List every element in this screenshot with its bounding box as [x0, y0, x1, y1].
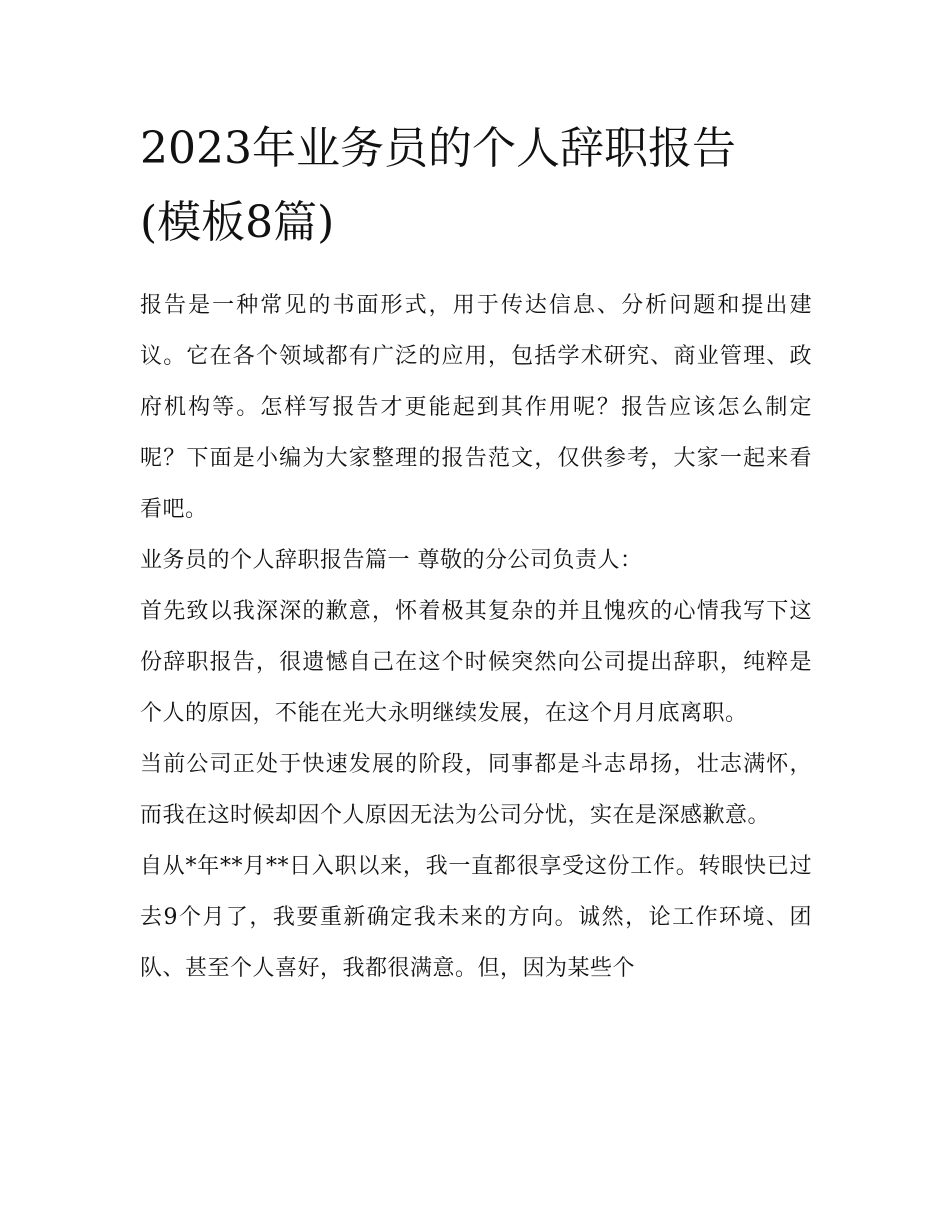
- body-paragraph-3: 自从*年**月**日入职以来，我一直都很享受这份工作。转眼快已过去9个月了，我要重新确定我未来的方向。诚然，论工作环境、团队、甚至个人喜好，我都很满意。但，因为某些个: [140, 854, 812, 981]
- body-paragraph-2: 当前公司正处于快速发展的阶段，同事都是斗志昂扬，壮志满怀，而我在这时候却因个人原因无法为公司分忧，实在是深感歉意。: [140, 752, 812, 828]
- document-title: [140, 112, 812, 260]
- title-line-2: (模板8篇): [140, 197, 335, 248]
- intro-paragraph: 报告是一种常见的书面形式，用于传达信息、分析问题和提出建议。它在各个领域都有广泛的应用，包括学术研究、商业管理、政府机构等。怎样写报告才更能起到其作用呢？报告应该怎么制定呢？下面是小编为大家整理的报告范文，仅供参考，大家一起来看看吧。: [140, 293, 812, 522]
- body-paragraph-1: 首先致以我深深的歉意，怀着极其复杂的并且愧疚的心情我写下这份辞职报告，很遗憾自己在这个时候突然向公司提出辞职，纯粹是个人的原因，不能在光大永明继续发展，在这个月月底离职。: [140, 599, 812, 726]
- title-line-1: 2023年业务员的个人辞职报告: [140, 123, 736, 174]
- document-page: [140, 112, 812, 994]
- letter-heading-paragraph: 业务员的个人辞职报告篇一 尊敬的分公司负责人：: [140, 548, 643, 573]
